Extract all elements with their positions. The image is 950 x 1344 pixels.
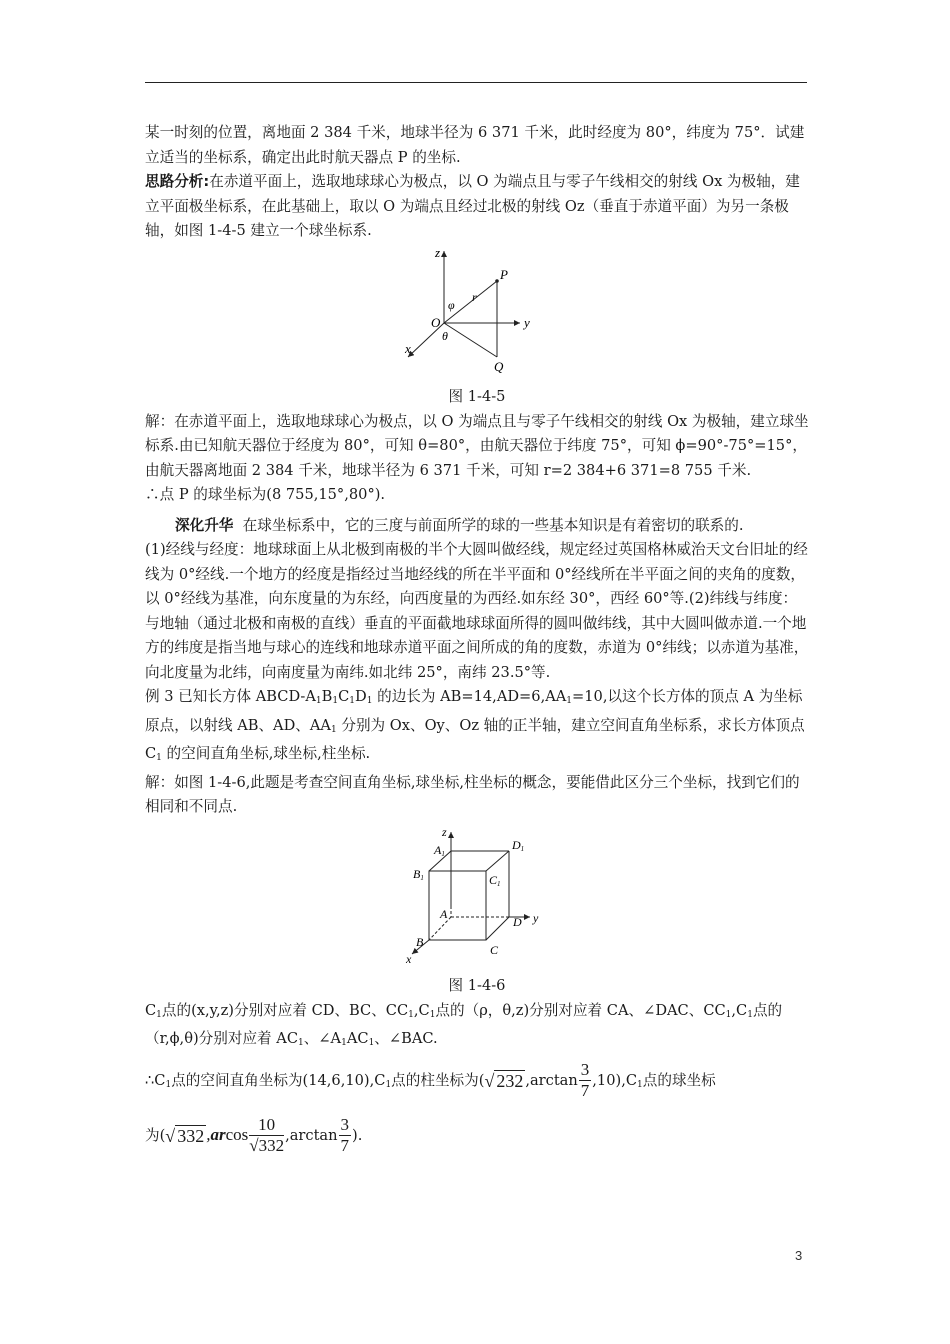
c1-label (489, 873, 501, 888)
a1-sub: 1 (441, 849, 445, 858)
example-3 (145, 685, 809, 771)
front-face (429, 871, 486, 940)
corr-part: AC (346, 1030, 369, 1047)
figure-1-4-5 (145, 247, 809, 386)
c1-letter: C (489, 872, 498, 887)
analysis-label: 思路分析: (145, 173, 210, 190)
corr-part: ,C (413, 1001, 430, 1019)
denominator: 7 (340, 1136, 350, 1155)
result-part: ,10),C (592, 1071, 638, 1089)
sqrt-232: √ 232 (484, 1070, 524, 1091)
subscript: 1 (315, 696, 322, 706)
subscript: 1 (165, 1079, 172, 1090)
result-part: ,arctan (525, 1071, 578, 1089)
theta-label: θ (442, 328, 448, 343)
o-label: O (431, 314, 441, 330)
fraction-10-sqrt332 (249, 1115, 284, 1156)
a1-label (433, 843, 445, 858)
example3-part: 的边长为 AB=14,AD=6,AA (372, 688, 567, 705)
deepen-text: 在球坐标系中，它的三度与前面所学的球的一些基本知识是有着密切的联系的. (242, 516, 744, 534)
d1-label (511, 838, 524, 853)
radicand: 232 (496, 1070, 524, 1091)
result-part: ∴C (145, 1071, 166, 1089)
subscript: 1 (385, 1079, 392, 1090)
page-number: 3 (795, 1248, 803, 1263)
arccos-prefix: ar (210, 1124, 226, 1144)
subscript: 1 (368, 1038, 375, 1048)
result-line-2 (145, 1110, 809, 1161)
result-part: 点的空间直角坐标为(14,6,10),C (171, 1071, 386, 1089)
corr-part: 点的（r,ϕ,θ)分别对应着 AC (145, 1001, 783, 1047)
result-part: ,arctan (285, 1126, 338, 1144)
radicand: 332 (258, 1136, 285, 1155)
deepen-paragraph (145, 514, 809, 539)
d-label: D (513, 914, 522, 929)
figure-caption-1-4-6: 图 1-4-6 (448, 977, 506, 994)
corr-part: C (145, 1001, 157, 1019)
subscript: 1 (156, 753, 162, 763)
z-label: z (435, 246, 441, 260)
page-content (145, 121, 809, 1161)
subscript: 1 (156, 1009, 162, 1020)
subscript: 1 (332, 696, 339, 706)
corr-part: ,C (731, 1001, 748, 1019)
b1-letter: B (413, 866, 421, 881)
x-label: x (406, 951, 412, 966)
problem-text: 某一时刻的位置，离地面 2 384 千米，地球半径为 6 371 千米，此时经度为 80°，纬度为 75°．试建立适当的坐标系，确定出此时航天器点 P 的坐标. (145, 124, 805, 166)
y-label: y (524, 314, 530, 330)
z-label: z (442, 825, 447, 839)
subscript: 1 (366, 696, 373, 706)
deepen-body: (1)经线与经度：地球球面上从北极到南极的半个大圆叫做经线，规定经过英国格林威治天文台旧址的经线为 0°经线.一个地方的经度是指经过当地经线的所在半平面和 0°经线所在半平面之间的夹角的度数，以 0°经线为基准，向东度量的为东经，向西度量的为西经.如东经 30°，西经 60°等.(2)纬线与纬度：与地轴（通过北极和南极的直线）垂直的平面截地球球面所得的圆叫做纬线，其中大圆叫做赤道.一个地方的纬度是指当地与球心的连线和地球赤道平面之间所成的角的度数，赤道为 0°纬线；以赤道为基准，向北度量为北纬，向南度量为南纬.如北纬 25°，南纬 23.5°等. (145, 541, 809, 681)
fraction-3-7 (339, 1115, 352, 1156)
c-label: C (490, 942, 499, 957)
result-line-1 (145, 1056, 809, 1110)
edge-d1c1 (486, 851, 509, 871)
figure-1-4-6 (145, 826, 809, 975)
subscript: 1 (747, 1009, 753, 1020)
conclusion-1: ∴点 P 的球坐标为(8 755,15°,80°). (145, 486, 386, 503)
subscript: 1 (298, 1038, 304, 1048)
denominator: 7 (580, 1081, 590, 1100)
d1-sub: 1 (520, 844, 525, 853)
result-part: ). (352, 1126, 363, 1144)
x-label: x (405, 340, 411, 356)
b-label: B (416, 934, 424, 949)
radicand: 332 (177, 1125, 205, 1146)
cuboid-diagram (402, 826, 552, 966)
result-part: 点的球坐标 (642, 1071, 716, 1089)
q-label: Q (494, 358, 504, 374)
corr-part: 、∠A (303, 1030, 342, 1047)
correspondence-paragraph (145, 999, 809, 1056)
example3-part: C (338, 688, 350, 705)
a1-letter: A (434, 842, 442, 857)
numerator: 10 (249, 1115, 284, 1136)
subscript: 1 (429, 1009, 436, 1020)
numerator: 3 (340, 1115, 350, 1134)
example3-part: 例 3 已知长方体 ABCD-A (145, 688, 316, 705)
header-rule (145, 82, 807, 83)
result-part: 点的柱坐标为( (391, 1071, 485, 1089)
corr-part: 点的(x,y,z)分别对应着 CD、BC、CC (161, 1001, 409, 1019)
b1-sub: 1 (420, 873, 424, 882)
segment-oq (444, 323, 497, 357)
subscript: 1 (566, 696, 573, 706)
phi-label: φ (448, 297, 455, 312)
fraction-3-7 (579, 1060, 592, 1101)
solution-1: 解：在赤道平面上，选取地球球心为极点，以 O 为端点且与零子午线相交的射线 Ox 为极轴，建立球坐标系.由已知航天器位于经度为 80°，可知 θ=80°，由航天器位于纬度 75°，可知 ϕ=90°-75°=15°，由航天器离地面 2 384 千米，地球半径为 6 371 千米，可知 r=2 384+6 371=8 755 千米. (145, 412, 809, 479)
b1-label (413, 867, 424, 882)
numerator: 3 (580, 1060, 590, 1079)
deepen-label: 深化升华 (175, 516, 234, 534)
c1-sub: 1 (497, 879, 501, 888)
corr-part: 点的（ρ，θ,z)分别对应着 CA、∠DAC、CC (435, 1001, 726, 1019)
point-p (495, 279, 499, 283)
a-label: A (440, 906, 448, 921)
corr-part: 、∠BAC. (374, 1030, 438, 1047)
analysis-text: 在赤道平面上，选取地球球心为极点，以 O 为端点且与零子午线相交的射线 Ox 为极轴，建立平面极坐标系，在此基础上，取以 O 为端点且经过北极的射线 Oz（垂直于赤道平面）为另一条极轴，如图 1-4-5 建立一个球坐标系. (145, 173, 800, 239)
analysis-paragraph (145, 170, 809, 244)
denominator: √332 (249, 1136, 285, 1155)
p-label: P (500, 266, 508, 282)
solution-2: 解：如图 1-4-6,此题是考查空间直角坐标,球坐标,柱坐标的概念，要能借此区分三个坐标，找到它们的相同和不同点. (145, 773, 800, 815)
subscript: 1 (637, 1079, 643, 1090)
example3-part: B (321, 688, 333, 705)
sqrt-332: √ 332 (165, 1125, 205, 1146)
example3-part: D (355, 688, 367, 705)
subscript: 1 (408, 1009, 414, 1020)
example3-part: 的空间直角坐标,球坐标,柱坐标. (161, 745, 371, 762)
example3-part: =10,以这个长方体的顶点 A 为坐标原点，以射线 AB、AD、AA (145, 688, 803, 734)
subscript: 1 (725, 1009, 732, 1020)
example3-part: 分别为 Ox、Oy、Oz 轴的正半轴，建立空间直角坐标系，求长方体顶点 C (145, 716, 805, 762)
subscript: 1 (341, 1038, 347, 1048)
d1-letter: D (512, 837, 521, 852)
subscript: 1 (349, 696, 356, 706)
result-part: , (206, 1124, 211, 1144)
y-label: y (533, 910, 539, 925)
edge-cd (486, 917, 509, 940)
figure-caption-1-4-5: 图 1-4-5 (448, 388, 506, 405)
spherical-coordinate-diagram (402, 247, 552, 377)
subscript: 1 (330, 724, 337, 735)
r-label: r (472, 289, 477, 304)
result-part: 为( (145, 1126, 166, 1144)
cos-text: cos (225, 1124, 249, 1144)
